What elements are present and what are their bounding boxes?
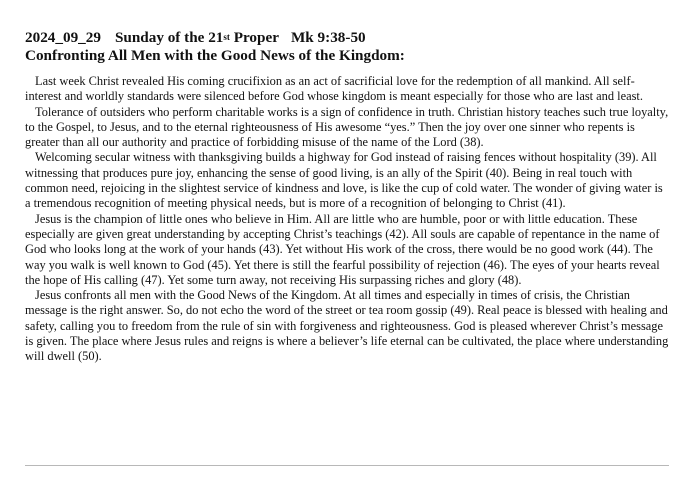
paragraph-1: Last week Christ revealed His coming crucifixion as an act of sacrificial love for the redemption of all mankind. All self-interest and worldly standards were silenced before God whose kingdom is meant especially for those who are last and least. [25,74,643,104]
paragraph-3: Welcoming secular witness with thanksgiving builds a highway for God instead of raising fences without hospitality (39). All witnessing that produces pure joy, enhancing the sense of good living, is an ally of the Spirit (40). Being in real touch with common need, rejoicing in the slightest service of kindness and love, is like the cup of cold water. The wonder of giving water is a tremendous recognition of meeting physical needs, but is more of a recognition of belonging to Christ (41). [25,150,663,211]
liturgical-day: Sunday of the 21st Proper [114,29,279,46]
header-line [25,29,671,47]
paragraph-5: Jesus confronts all men with the Good News of the Kingdom. At all times and especially in times of crisis, the Christian message is the right answer. So, do not echo the word of the street or tea room gossip (49). Real peace is blessed with healing and safety, calling you to freedom from the rule of sin with forgiveness and righteousness. God is pleased wherever Christ’s message is given. The place where Jesus rules and reigns is where a believer’s life eternal can be cultivated, the place where understanding will dwell (50). [25,288,669,364]
paragraph-2: Tolerance of outsiders who perform charitable works is a sign of confidence in truth. Christian history teaches such true loyalty, to the Gospel, to Jesus, and to the eternal righteousness of His awesome “yes.” Then the joy over one sinner who repents is greater than all our authority and practice of forbidding misuse of the name of the Lord (38). [25,104,669,150]
day-ordinal-suffix: st [223,32,230,42]
paragraph-4: Jesus is the champion of little ones who believe in Him. All are little who are humble, poor or with little education. These especially are given great understanding by accepting Christ’s teachings (42). All souls are capable of repentance in the name of God who looks long at the work of your hands (43). Yet without His work of the cross, there would be no good work (44). The way you walk is well known to God (45). Yet there is still the fearful possibility of rejection (46). The eyes of your hearts reveal the hope of His calling (47). Yet some turn away, not receiving His surpassing riches and glory (48). [25,211,660,287]
bottom-divider [25,465,669,466]
sermon-body [25,74,671,365]
sermon-date: 2024_09_29 [25,29,101,46]
scripture-reference: Mk 9:38-50 [290,29,366,46]
sermon-title: Confronting All Men with the Good News of the Kingdom: [25,47,405,64]
document [25,29,671,365]
